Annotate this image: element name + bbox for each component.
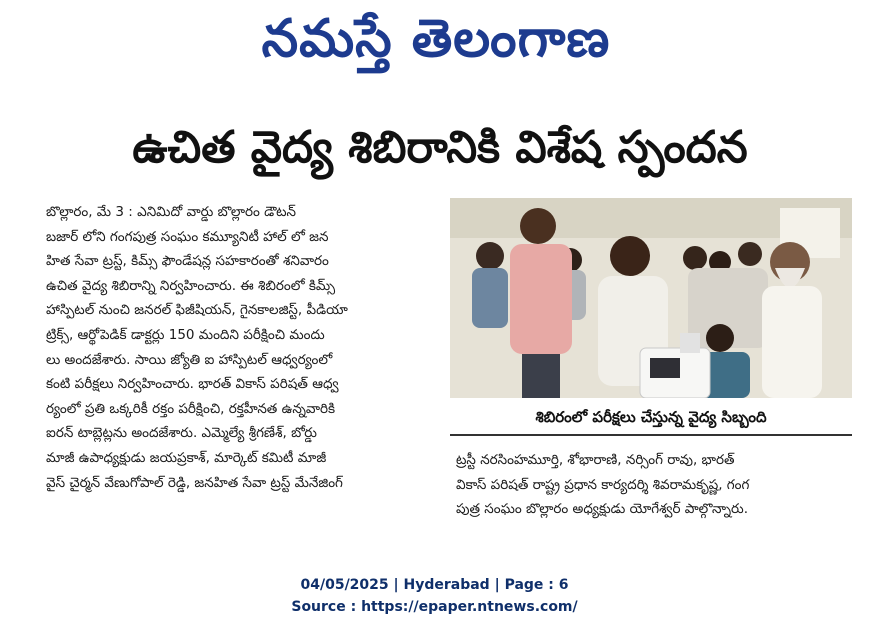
edition-info: 04/05/2025 | Hyderabad | Page : 6 (300, 577, 569, 593)
article-line: ట్రిక్స్, ఆర్థోపెడిక్ డాక్టర్లు 150 మందిని పరీక్షించి మందు (46, 326, 325, 343)
article-line: ఉచిత వైద్య శిబిరాన్ని నిర్వహించారు. ఈ శిబిరంలో కిమ్స్ (46, 277, 336, 294)
article-body-right (456, 448, 856, 538)
article-body-left (46, 200, 440, 540)
article-line: బొల్లారం, మే 3 : ఎనిమిదో వార్డు బొల్లారం డౌటన్ (46, 204, 296, 220)
article-line: వికాస్ పరిషత్ రాష్ట్ర ప్రధాన కార్యదర్శి శివరామకృష్ణ, గంగ (456, 476, 750, 493)
photo-caption: శిబిరంలో పరీక్షలు చేస్తున్న వైద్య సిబ్బంది (535, 408, 767, 426)
article-headline: ఉచిత వైద్య శిబిరానికి విశేష స్పందన (132, 122, 748, 173)
newspaper-masthead-logo: నమస్తే తెలంగాణ (261, 9, 611, 69)
article-line: ట్రస్టీ నరసింహమూర్తి, శోభారాణి, నర్సింగ్ రావు, భారత్ (456, 452, 735, 468)
article-line: పుత్ర సంఘం బొల్లారం అధ్యక్షుడు యోగేశ్వర్ పాల్గొన్నారు. (456, 501, 748, 518)
article-line: ఐరన్ టాబ్లెట్లను అందజేశారు. ఎమ్మెల్యే శ్రీగణేశ్, బోర్డు (46, 425, 317, 442)
source-footer (0, 574, 869, 618)
source-url: Source : https://epaper.ntnews.com/ (291, 599, 578, 615)
article-line: హాస్పిటల్ నుంచి జనరల్ ఫిజీషియన్, గైనకాలజిస్ట్, పీడియా (46, 302, 348, 319)
article-line: మాజీ ఉపాధ్యక్షుడు జయప్రకాశ్, మార్కెట్ కమిటీ మాజీ (46, 449, 327, 466)
article-line: వైస్ చైర్మన్ వేణుగోపాల్ రెడ్డి, జనహిత సేవా ట్రస్ట్ మేనేజింగ్ (46, 474, 343, 491)
medical-camp-photo-illustration (450, 198, 852, 398)
caption-divider (450, 434, 852, 436)
article-line: హిత సేవా ట్రస్ట్, కిమ్స్ ఫౌండేషన్ల సహకారంతో శనివారం (46, 253, 329, 270)
article-photo (450, 198, 852, 398)
article-line: బజార్ లోని గంగపుత్ర సంఘం కమ్యూనిటీ హాల్ లో జన (46, 228, 329, 245)
article-line: లు అందజేశారు. సాయి జ్యోతి ఐ హాస్పిటల్ ఆధ్వర్యంలో (46, 351, 333, 368)
article-line: కంటి పరీక్షలు నిర్వహించారు. భారత్ వికాస్ పరిషత్ ఆధ్వ (46, 376, 339, 393)
article-line: ర్యంలో ప్రతి ఒక్కరికీ రక్తం పరీక్షించి, రక్తహీనత ఉన్నవారికి (46, 400, 336, 417)
